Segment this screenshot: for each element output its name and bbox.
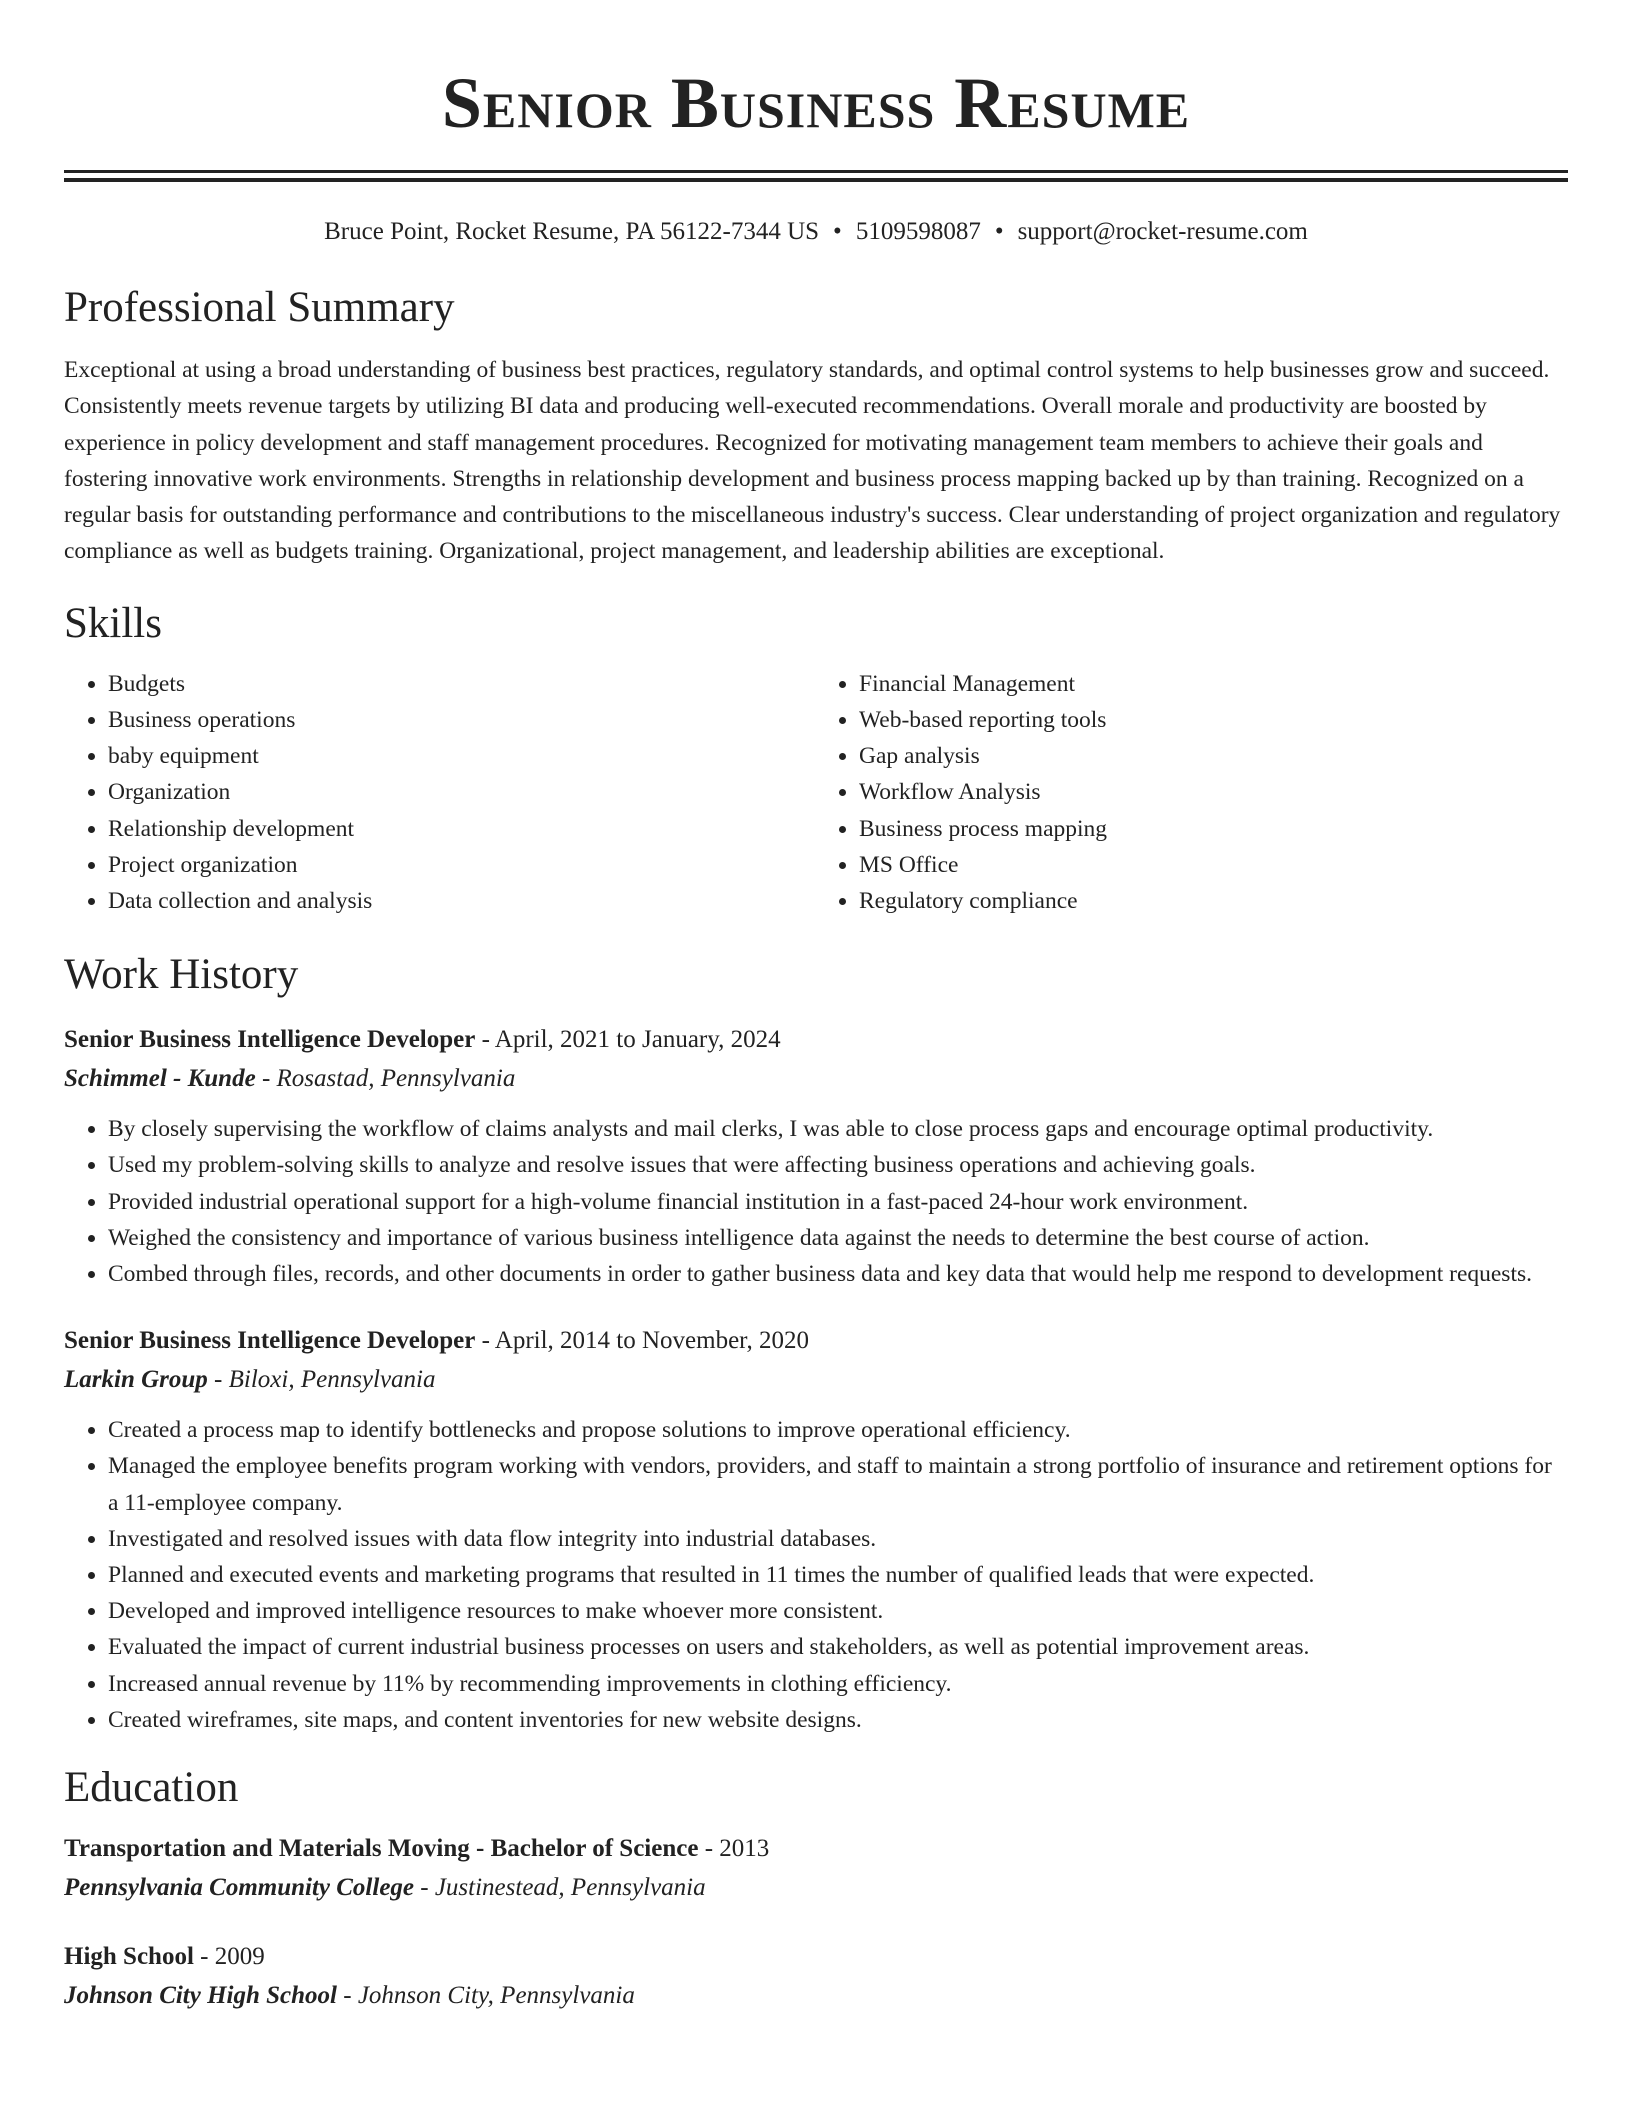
- job-bullet: • Weighed the consistency and importance of various business intelligence data against the needs to determine the best course of action.: [108, 1220, 1568, 1256]
- contact-line: [64, 216, 1568, 248]
- job-bullet: • Developed and improved intelligence resources to make whoever more consistent.: [108, 1593, 1568, 1629]
- education-location: - Justinestead, Pennsylvania: [414, 1874, 706, 1902]
- job-bullets: [64, 1111, 1568, 1292]
- job-bullet: • Combed through files, records, and other documents in order to gather business data and key data that would help me respond to development requests.: [108, 1256, 1568, 1292]
- education-location: - Johnson City, Pennsylvania: [337, 1982, 635, 2010]
- job-bullet: • Created wireframes, site maps, and content inventories for new website designs.: [108, 1702, 1568, 1738]
- job-company: Larkin Group: [64, 1366, 208, 1394]
- skill-item: • Data collection and analysis: [108, 883, 817, 919]
- skill-item: • Business process mapping: [859, 811, 1568, 847]
- skill-item: • MS Office: [859, 847, 1568, 883]
- title-divider: [64, 170, 1568, 182]
- job-location: - Biloxi, Pennsylvania: [207, 1366, 436, 1394]
- summary-heading: Professional Summary: [64, 284, 455, 331]
- job-bullet: • Investigated and resolved issues with data flow integrity into industrial databases.: [108, 1521, 1568, 1557]
- education-school-line: [64, 1976, 1568, 2016]
- contact-separator: •: [833, 218, 842, 245]
- job-bullet: • Planned and executed events and marketing programs that resulted in 11 times the number of qualified leads that were expected.: [108, 1557, 1568, 1593]
- skills-left-list: [64, 666, 817, 919]
- job-entry: [64, 1322, 1568, 1738]
- education-degree-line: [64, 1830, 1568, 1868]
- job-title: Senior Business Intelligence Developer: [64, 1327, 476, 1355]
- education-degree: Transportation and Materials Moving - Bachelor of Science: [64, 1835, 699, 1863]
- skill-item: • baby equipment: [108, 738, 817, 774]
- contact-address: Bruce Point, Rocket Resume, PA 56122-7344 US: [324, 218, 820, 245]
- skill-item: • Business operations: [108, 702, 817, 738]
- job-entry: [64, 1021, 1568, 1292]
- job-bullet: • Provided industrial operational support for a high-volume financial institution in a fast-paced 24-hour work environment.: [108, 1184, 1568, 1220]
- job-bullets: [64, 1412, 1568, 1738]
- education-degree-line: [64, 1938, 1568, 1976]
- job-title: Senior Business Intelligence Developer: [64, 1026, 476, 1054]
- job-dates: - April, 2014 to November, 2020: [475, 1327, 810, 1355]
- skill-item: • Gap analysis: [859, 738, 1568, 774]
- education-heading: Education: [64, 1764, 239, 1812]
- resume-title: Senior Business Resume: [441, 63, 1191, 143]
- skills-columns: [64, 666, 1568, 919]
- education-school: Pennsylvania Community College: [64, 1874, 415, 1902]
- skills-right-list: [817, 666, 1568, 919]
- skill-item: • Relationship development: [108, 811, 817, 847]
- education-year: - 2009: [193, 1943, 265, 1971]
- contact-separator: •: [994, 218, 1004, 245]
- job-dates: - April, 2021 to January, 2024: [475, 1026, 781, 1054]
- education-school: Johnson City High School: [64, 1982, 337, 2010]
- education-entry: [64, 1938, 1568, 2016]
- education-year: - 2013: [698, 1835, 770, 1863]
- job-company-line: [64, 1059, 1568, 1099]
- job-title-line: [64, 1322, 1568, 1360]
- skill-item: • Organization: [108, 774, 817, 810]
- contact-phone: 5109598087: [855, 218, 981, 245]
- skill-item: • Workflow Analysis: [859, 774, 1568, 810]
- skill-item: • Web-based reporting tools: [859, 702, 1568, 738]
- skill-item: • Project organization: [108, 847, 817, 883]
- work-history-heading: Work History: [64, 951, 299, 999]
- skills-heading: Skills: [64, 599, 162, 647]
- job-bullet: • Increased annual revenue by 11% by recommending improvements in clothing efficiency.: [108, 1666, 1568, 1702]
- summary-text: Exceptional at using a broad understanding of business best practices, regulatory standards, and optimal control systems to help businesses grow and succeed. Consistently meets revenue targets by utilizing BI data and producing well-executed recommendations. Overall morale and productivity are boosted by experience in policy development and staff management procedures. Recognized for motivating management team members to achieve their goals and fostering innovative work environments. Strengths in relationship development and business process mapping backed up by than training. Recognized on a regular basis for outstanding performance and contributions to the miscellaneous industry's success. Clear understanding of project organization and regulatory compliance as well as budgets training. Organizational, project management, and leadership abilities are exceptional.: [64, 357, 1561, 565]
- job-bullet: • By closely supervising the workflow of claims analysts and mail clerks, I was able to close process gaps and encourage optimal productivity.: [108, 1111, 1568, 1147]
- education-entry: [64, 1830, 1568, 1908]
- job-company: Schimmel - Kunde: [64, 1065, 256, 1093]
- skill-item: • Budgets: [108, 666, 817, 702]
- job-location: - Rosastad, Pennsylvania: [255, 1065, 516, 1093]
- education-degree: High School: [64, 1943, 194, 1971]
- job-bullet: • Evaluated the impact of current industrial business processes on users and stakeholders, as well as potential improvement areas.: [108, 1629, 1568, 1665]
- job-bullet: • Created a process map to identify bottlenecks and propose solutions to improve operational efficiency.: [108, 1412, 1568, 1448]
- job-bullet: • Used my problem-solving skills to analyze and resolve issues that were affecting business operations and achieving goals.: [108, 1147, 1568, 1183]
- job-title-line: [64, 1021, 1568, 1059]
- skill-item: • Regulatory compliance: [859, 883, 1568, 919]
- education-school-line: [64, 1868, 1568, 1908]
- contact-email: support@rocket-resume.com: [1017, 218, 1308, 245]
- skill-item: • Financial Management: [859, 666, 1568, 702]
- job-bullet: • Managed the employee benefits program working with vendors, providers, and staff to maintain a strong portfolio of insurance and retirement options for a 11-employee company.: [108, 1448, 1568, 1520]
- job-company-line: [64, 1360, 1568, 1400]
